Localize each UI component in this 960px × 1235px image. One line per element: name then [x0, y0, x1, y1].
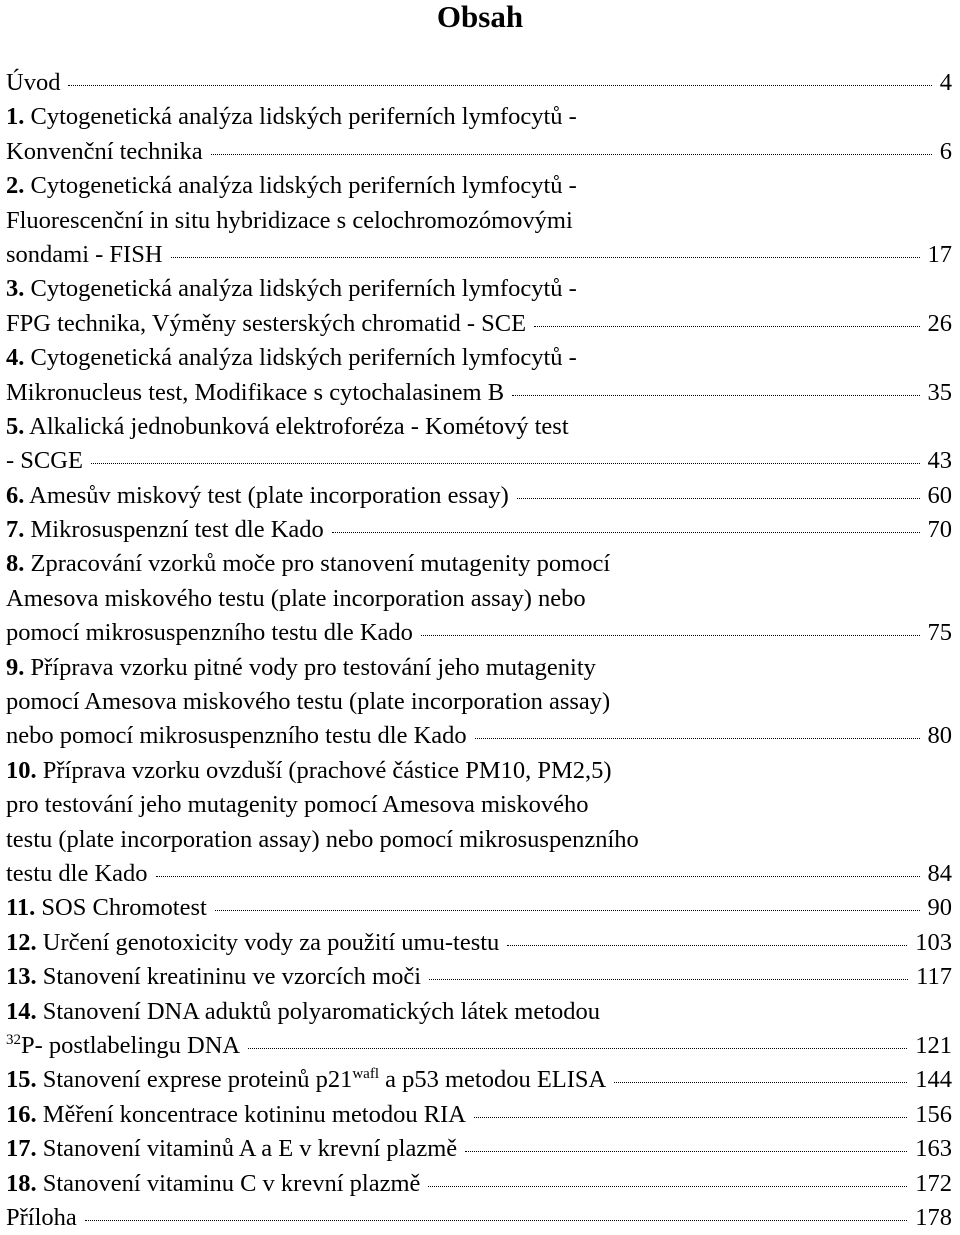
- toc-entry-number: 12.: [6, 928, 37, 956]
- toc-entry-text: [6, 1063, 606, 1097]
- toc-entry-text: [6, 344, 577, 371]
- toc-entry-label: Stanovení vitaminů A a E v krevní plazmě: [36, 1135, 458, 1163]
- toc-entry-text: [6, 307, 526, 341]
- toc-entry-line: [6, 547, 952, 581]
- toc-page-number: 121: [915, 1031, 952, 1059]
- toc-entry-number: 10.: [6, 756, 37, 784]
- toc-entry-text: [6, 688, 610, 715]
- toc-entry[interactable]: [6, 719, 952, 753]
- toc-entry-label: testu dle Kado: [6, 859, 148, 887]
- toc-page-number: 43: [927, 447, 952, 475]
- toc-entry-number: 1.: [6, 103, 25, 131]
- toc-entry-line: [6, 169, 952, 203]
- toc-entry[interactable]: [6, 66, 952, 100]
- toc-entry-label: Fluorescenční in situ hybridizace s celochromozómovými: [6, 206, 573, 234]
- toc-entry-label: a p53 metodou ELISA: [378, 1066, 607, 1094]
- toc-entry-line: [6, 823, 952, 857]
- toc-entry-label: SOS Chromotest: [35, 894, 207, 922]
- toc-entry[interactable]: [6, 479, 952, 513]
- toc-entry-number: 2.: [6, 172, 25, 200]
- toc-entry-label: FPG technika, Výměny sesterských chromatid - SCE: [6, 309, 527, 337]
- toc-entry-label: Amesova miskového testu (plate incorporation assay) nebo: [6, 584, 586, 612]
- toc-entry-label: Cytogenetická analýza lidských periferních lymfocytů -: [24, 172, 577, 200]
- dot-leader: [512, 395, 919, 396]
- toc-entry-number: 8.: [6, 550, 25, 578]
- toc-entry-text: [6, 376, 504, 410]
- toc-entry[interactable]: [6, 857, 952, 891]
- toc-page-number: 84: [927, 859, 952, 887]
- dot-leader: [429, 979, 908, 980]
- toc-entry-text: [6, 1098, 466, 1132]
- toc-entry-text: [6, 103, 577, 130]
- toc-entry-label: pomocí mikrosuspenzního testu dle Kado: [6, 619, 413, 647]
- toc-page-number: 17: [927, 240, 952, 268]
- page-title: Obsah: [436, 0, 524, 34]
- toc-entry[interactable]: [6, 513, 952, 547]
- toc-entry-text: [6, 66, 60, 100]
- toc-entry-label: Zpracování vzorků moče pro stanovení mutagenity pomocí: [24, 550, 611, 578]
- toc-entry[interactable]: [6, 1029, 952, 1063]
- toc-entry-label: Mikronucleus test, Modifikace s cytochalasinem B: [6, 378, 505, 406]
- toc-entry-number: 17.: [6, 1135, 37, 1163]
- toc-entry-label: Mikrosuspenzní test dle Kado: [24, 516, 324, 544]
- toc-entry-text: [6, 513, 324, 547]
- toc-entry[interactable]: [6, 891, 952, 925]
- toc-entry-number: 18.: [6, 1169, 37, 1197]
- dot-leader: [465, 1151, 907, 1152]
- toc-page-number: 163: [915, 1135, 952, 1163]
- toc-entry-label: Amesův miskový test (plate incorporation essay): [24, 481, 509, 509]
- toc-entry-line: [6, 410, 952, 444]
- dot-leader: [215, 910, 920, 911]
- toc-page-number: 4: [939, 69, 952, 96]
- toc-entry-label: nebo pomocí mikrosuspenzního testu dle Kado: [6, 722, 467, 750]
- toc-entry-text: [6, 998, 600, 1025]
- toc-entry-text: [6, 960, 421, 994]
- toc-entry-label: Konvenční technika: [6, 137, 203, 165]
- toc-entry-text: [6, 1132, 457, 1166]
- toc-entry-text: [6, 550, 610, 577]
- toc-entry-number: 9.: [6, 653, 25, 681]
- dot-leader: [517, 498, 920, 499]
- toc-page-number: 80: [927, 722, 952, 750]
- toc-entry-number: 4.: [6, 344, 25, 372]
- toc-entry[interactable]: [6, 238, 952, 272]
- toc-page-number: 90: [927, 894, 952, 922]
- toc-entry-line: [6, 272, 952, 306]
- toc-entry-line: [6, 341, 952, 375]
- toc-entry[interactable]: [6, 1132, 952, 1166]
- toc-entry[interactable]: [6, 1201, 952, 1235]
- dot-leader: [534, 326, 919, 327]
- toc-entry[interactable]: [6, 1098, 952, 1132]
- toc-entry-number: 6.: [6, 481, 25, 509]
- dot-leader: [332, 532, 920, 533]
- toc-entry-label: Cytogenetická analýza lidských periferních lymfocytů -: [24, 275, 577, 303]
- toc-entry-line: [6, 651, 952, 685]
- toc-page-number: 26: [927, 309, 952, 337]
- toc-entry[interactable]: [6, 135, 952, 169]
- toc-entry-label: P- postlabelingu DNA: [21, 1031, 241, 1059]
- superscript: wafl: [352, 1066, 379, 1083]
- toc-entry-label: Stanovení vitaminu C v krevní plazmě: [36, 1169, 421, 1197]
- toc-entry-line: [6, 685, 952, 719]
- toc-entry[interactable]: [6, 307, 952, 341]
- toc-entry-text: [6, 857, 148, 891]
- toc-entry[interactable]: [6, 926, 952, 960]
- toc-entry-text: [6, 891, 207, 925]
- toc-page-number: 156: [915, 1100, 952, 1128]
- toc-entry-label: Příprava vzorku pitné vody pro testování jeho mutagenity: [24, 653, 596, 681]
- dot-leader: [248, 1048, 907, 1049]
- toc-entry-text: [6, 135, 203, 169]
- toc-page-number: 117: [916, 963, 952, 991]
- toc-entry-text: [6, 654, 596, 681]
- toc-entry-label: pro testování jeho mutagenity pomocí Amesova miskového: [6, 791, 589, 819]
- toc-entry-text: [6, 1201, 77, 1235]
- toc-entry-label: Stanovení DNA aduktů polyaromatických látek metodou: [36, 997, 601, 1025]
- table-of-contents: [6, 66, 952, 1235]
- toc-entry-label: testu (plate incorporation assay) nebo pomocí mikrosuspenzního: [6, 825, 639, 853]
- dot-leader: [507, 945, 907, 946]
- toc-entry-text: [6, 238, 163, 272]
- toc-entry-label: sondami - FISH: [6, 240, 163, 268]
- toc-entry-text: [6, 172, 577, 199]
- toc-entry-label: Určení genotoxicity vody za použití umu-testu: [36, 928, 500, 956]
- toc-entry-line: [6, 995, 952, 1029]
- toc-entry[interactable]: [6, 616, 952, 650]
- dot-leader: [475, 738, 920, 739]
- toc-entry-label: - SCGE: [6, 447, 83, 475]
- toc-entry-number: 3.: [6, 275, 25, 303]
- toc-entry-text: [6, 1029, 240, 1063]
- toc-entry-label: Stanovení exprese proteinů p21: [36, 1066, 353, 1094]
- toc-entry-label: Měření koncentrace kotininu metodou RIA: [36, 1100, 466, 1128]
- toc-entry-number: 7.: [6, 516, 25, 544]
- dot-leader: [171, 257, 920, 258]
- toc-entry-label: Cytogenetická analýza lidských periferních lymfocytů -: [24, 344, 577, 372]
- toc-entry-text: [6, 719, 467, 753]
- toc-entry-label: Příloha: [6, 1203, 77, 1231]
- toc-entry-number: 15.: [6, 1066, 37, 1094]
- toc-entry-text: [6, 616, 413, 650]
- toc-entry-line: [6, 204, 952, 238]
- toc-entry-text: [6, 444, 83, 478]
- toc-page-number: 144: [915, 1066, 952, 1094]
- toc-entry-number: 14.: [6, 997, 37, 1025]
- toc-page-number: 75: [927, 619, 952, 647]
- toc-entry-text: [6, 826, 639, 853]
- toc-entry-text: [6, 1167, 420, 1201]
- toc-entry[interactable]: [6, 376, 952, 410]
- toc-entry-number: 11.: [6, 894, 36, 922]
- dot-leader: [211, 154, 932, 155]
- toc-entry[interactable]: [6, 1063, 952, 1097]
- toc-entry-text: [6, 585, 586, 612]
- toc-entry-label: Příprava vzorku ovzduší (prachové částice PM10, PM2,5): [36, 756, 612, 784]
- toc-entry-text: [6, 757, 612, 784]
- toc-entry-line: [6, 100, 952, 134]
- toc-entry-line: [6, 754, 952, 788]
- dot-leader: [428, 1186, 907, 1187]
- toc-entry-text: [6, 791, 588, 818]
- toc-page-number: 70: [927, 516, 952, 544]
- toc-entry-number: 13.: [6, 963, 37, 991]
- toc-entry-text: [6, 275, 577, 302]
- dot-leader: [68, 85, 931, 86]
- dot-leader: [614, 1082, 907, 1083]
- toc-page-number: 60: [927, 481, 952, 509]
- toc-entry-line: [6, 582, 952, 616]
- toc-page-number: 6: [939, 137, 952, 165]
- toc-entry-text: [6, 413, 569, 440]
- toc-entry-text: [6, 207, 573, 234]
- toc-entry-text: [6, 926, 499, 960]
- toc-page-number: 178: [915, 1203, 952, 1231]
- toc-entry-number: 16.: [6, 1100, 37, 1128]
- dot-leader: [85, 1220, 907, 1221]
- dot-leader: [421, 635, 920, 636]
- toc-entry-label: Stanovení kreatininu ve vzorcích moči: [36, 963, 422, 991]
- toc-entry-label: Úvod: [6, 69, 61, 96]
- toc-entry-text: [6, 479, 509, 513]
- dot-leader: [156, 876, 920, 877]
- toc-entry-line: [6, 788, 952, 822]
- toc-entry-label: pomocí Amesova miskového testu (plate incorporation assay): [6, 688, 611, 716]
- toc-entry-number: 5.: [6, 412, 25, 440]
- superscript: 32: [6, 1031, 21, 1048]
- dot-leader: [91, 463, 920, 464]
- toc-page-number: 103: [915, 928, 952, 956]
- toc-page-number: 172: [915, 1169, 952, 1197]
- toc-entry[interactable]: [6, 1167, 952, 1201]
- toc-entry-label: Alkalická jednobunková elektroforéza - Kométový test: [24, 412, 569, 440]
- toc-entry[interactable]: [6, 444, 952, 478]
- dot-leader: [474, 1117, 907, 1118]
- toc-entry-label: Cytogenetická analýza lidských periferních lymfocytů -: [24, 103, 577, 131]
- toc-page-number: 35: [927, 378, 952, 406]
- toc-entry[interactable]: [6, 960, 952, 994]
